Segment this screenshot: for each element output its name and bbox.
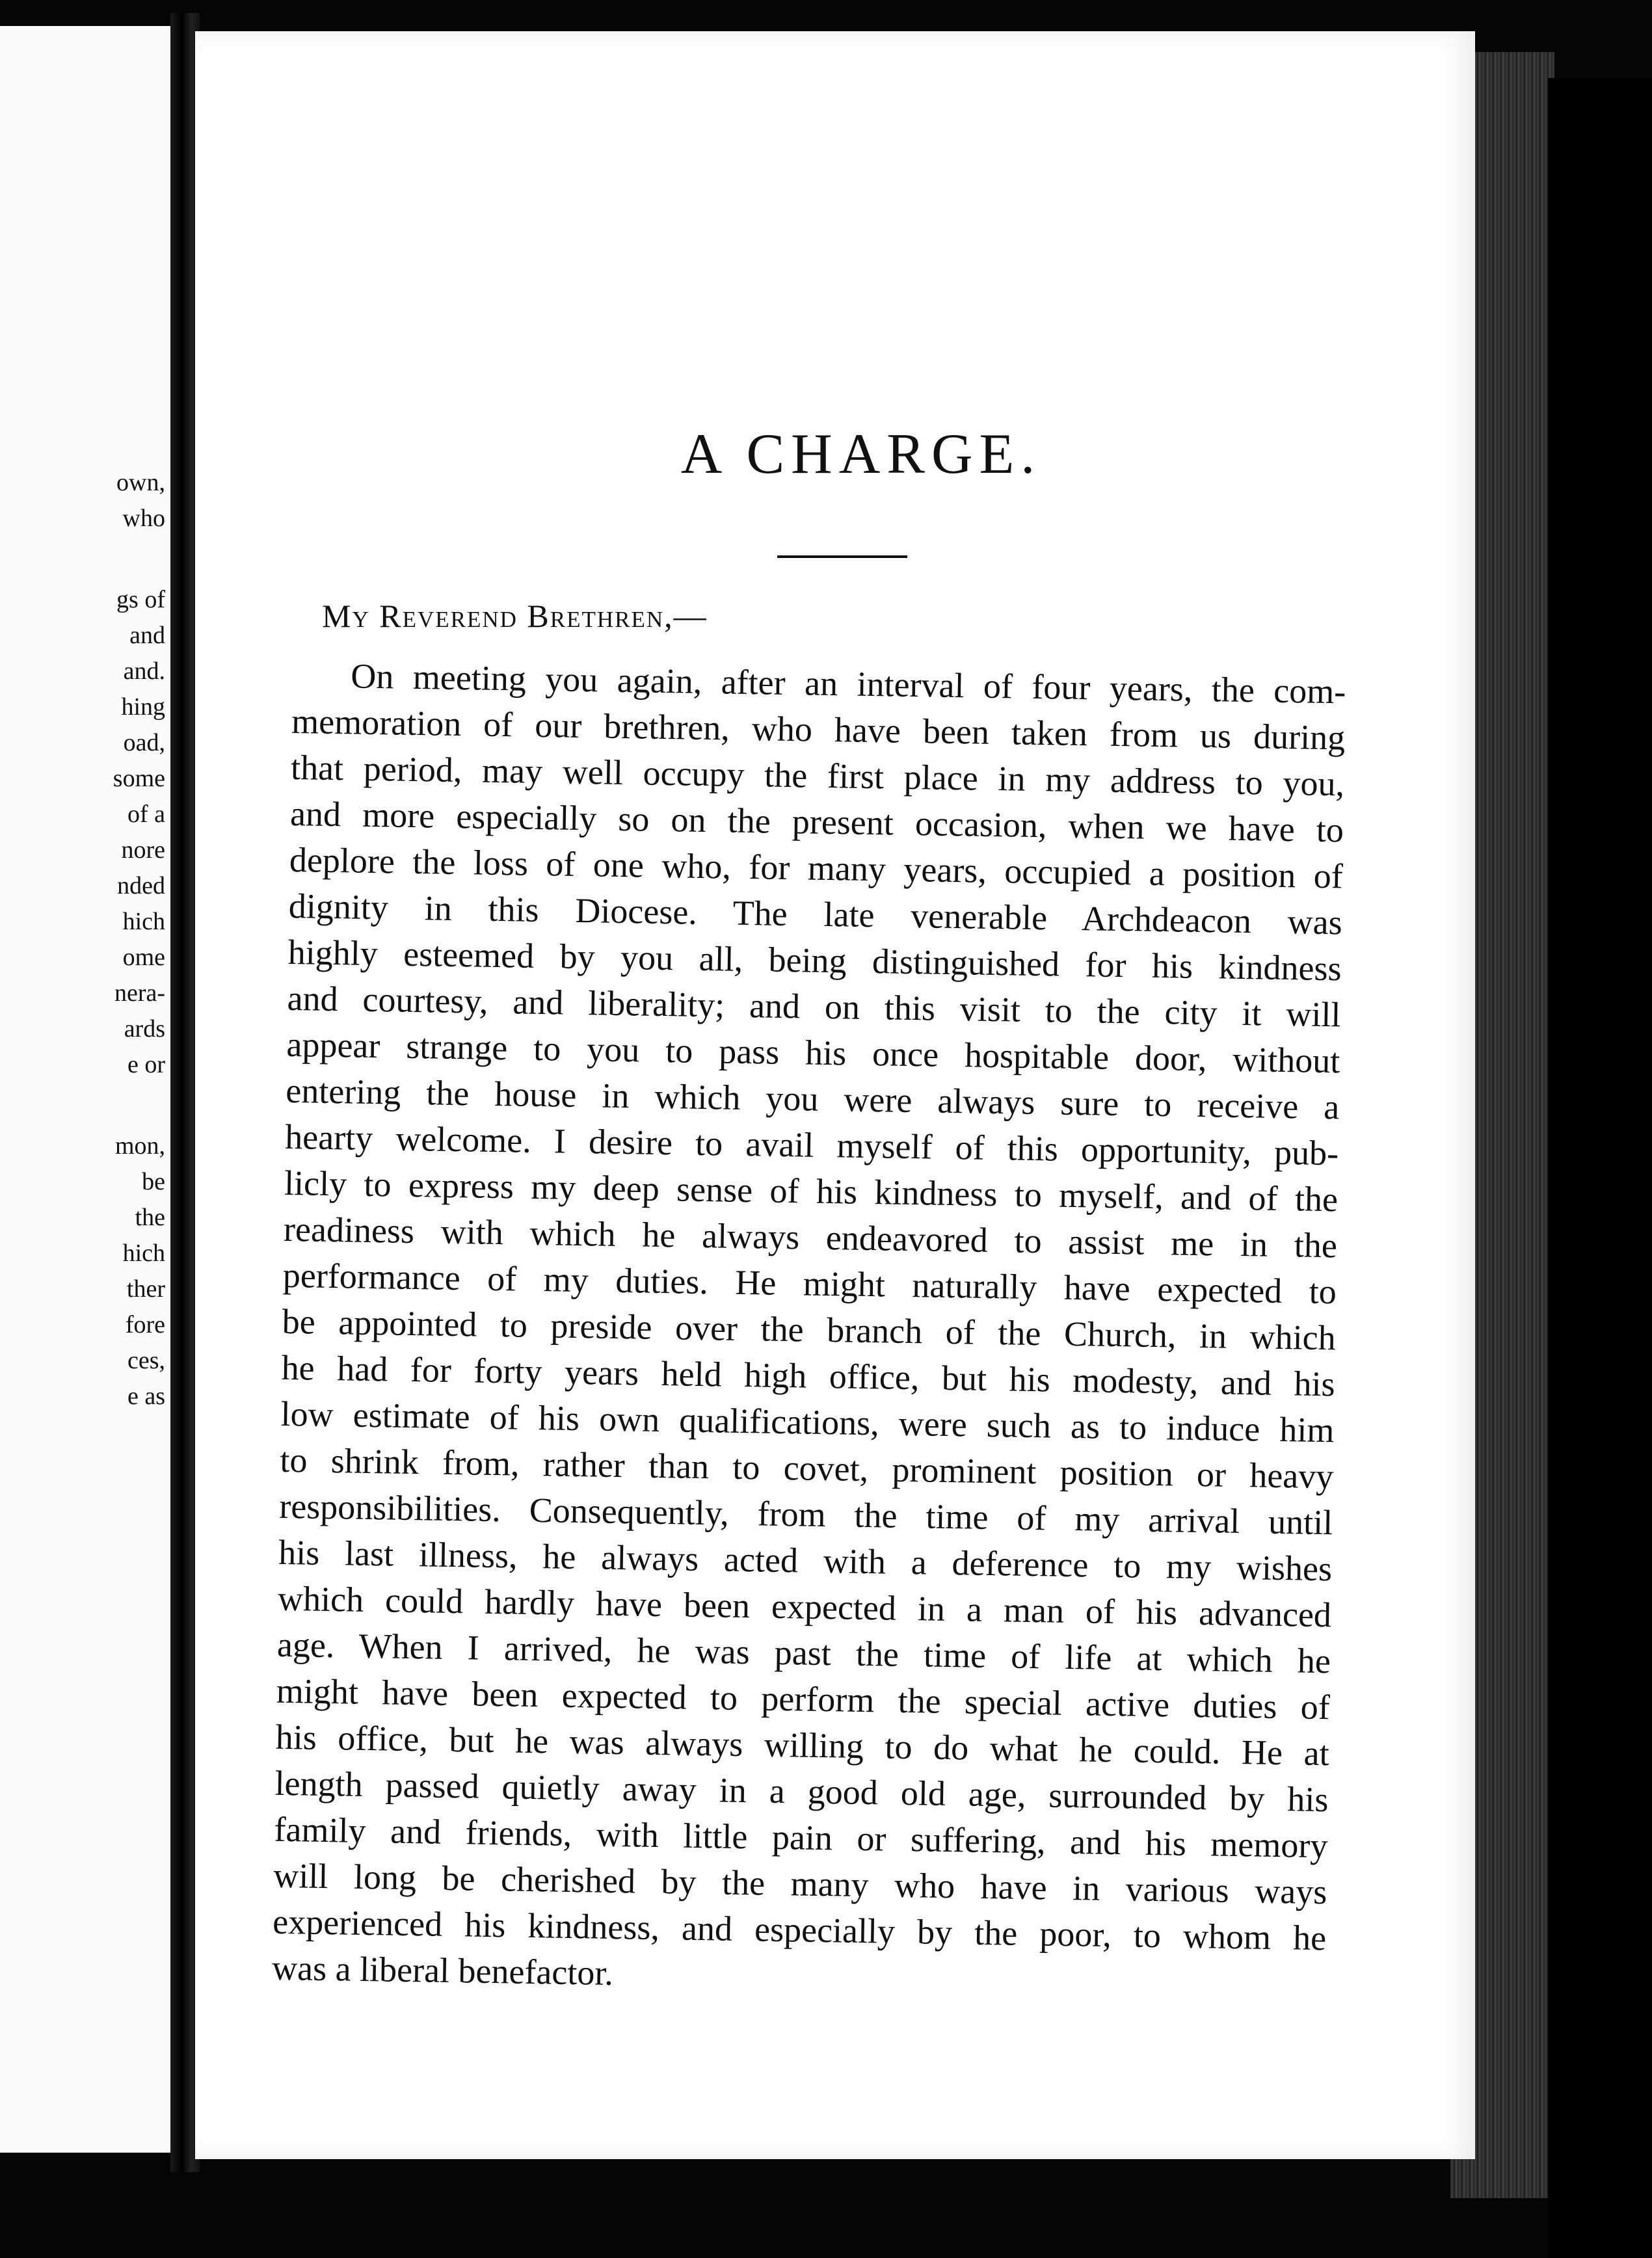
text-line: which could hardly have been expected in a man of his advanced — [277, 1578, 1332, 1635]
text-line: experienced his kindness, and especially by the poor, to whom he — [272, 1902, 1327, 1958]
left-fragment: nore — [121, 836, 165, 864]
left-fragment: and — [129, 622, 165, 649]
text-line: performance of my duties. He might naturally have expected to — [282, 1255, 1337, 1312]
text-line: licly to express my deep sense of his kindness to myself, and of the — [284, 1163, 1339, 1219]
left-fragment: of a — [127, 801, 165, 828]
text-line: his last illness, he always acted with a deference to my wishes — [278, 1532, 1333, 1589]
page-title: A CHARGE. — [680, 423, 1042, 486]
left-fragment: and. — [123, 657, 165, 685]
left-fragment: mon, — [114, 1132, 165, 1160]
text-line: deplore the loss of one who, for many years, occupied a position of — [289, 840, 1344, 896]
title-rule — [777, 555, 907, 558]
text-line: that period, may well occupy the first place in my address to you, — [290, 747, 1345, 804]
main-page — [195, 31, 1475, 2159]
left-fragment: hing — [121, 693, 165, 721]
text-line: hearty welcome. I desire to avail myself of this opportunity, pub- — [284, 1117, 1339, 1173]
text-line: his office, but he was always willing to do what he could. He at — [275, 1717, 1330, 1773]
scan-border — [1548, 78, 1652, 2258]
left-fragment: nded — [117, 872, 165, 899]
text-line: family and friends, with little pain or suffering, and his memory — [274, 1809, 1328, 1866]
text-line: memoration of our brethren, who have been taken from us during — [291, 701, 1346, 758]
left-fragment: ther — [126, 1275, 165, 1303]
left-fragment: some — [113, 765, 165, 792]
left-fragment: ards — [124, 1015, 165, 1043]
text-line: and more especially so on the present occasion, when we have to — [289, 793, 1344, 850]
left-fragment: hich — [122, 908, 165, 935]
text-line: he had for forty years held high office, but his modesty, and his — [281, 1348, 1335, 1404]
left-fragment: own, — [116, 469, 165, 496]
left-fragment: nera- — [114, 979, 165, 1007]
text-line: age. When I arrived, he was past the time of life at which he — [276, 1625, 1331, 1681]
text-line: length passed quietly away in a good old age, surrounded by his — [274, 1763, 1329, 1820]
left-fragment: e as — [127, 1383, 165, 1410]
left-fragment: who — [122, 505, 165, 532]
left-fragment: ces, — [127, 1347, 165, 1374]
text-line: readiness with which he always endeavored to assist me in the — [283, 1209, 1338, 1266]
text-line: might have been expected to perform the special active duties of — [276, 1671, 1331, 1727]
left-fragment: the — [135, 1204, 165, 1231]
left-fragment: e or — [127, 1051, 165, 1078]
text-line: dignity in this Diocese. The late venerable Archdeacon was — [288, 886, 1343, 942]
text-line: appear strange to you to pass his once hospitable door, without — [286, 1024, 1340, 1081]
text-line: highly esteemed by you all, being distinguished for his kindness — [287, 932, 1342, 989]
text-line: On meeting you again, after an interval of four years, the com- — [350, 656, 1346, 711]
left-fragment: hich — [122, 1240, 165, 1267]
left-fragment: fore — [125, 1311, 165, 1338]
text-line: responsibilities. Consequently, from the time of my arrival until — [278, 1486, 1333, 1543]
left-fragment: be — [142, 1168, 165, 1195]
text-line: will long be cherished by the many who have in various ways — [273, 1855, 1327, 1912]
salutation: My Reverend Brethren,— — [322, 598, 708, 634]
text-line: low estimate of his own qualifications, were such as to induce him — [280, 1394, 1335, 1450]
left-fragment: ome — [122, 944, 165, 971]
left-fragment: oad, — [123, 729, 165, 756]
text-line: was a liberal benefactor. — [271, 1948, 614, 1993]
left-fragment: gs of — [116, 586, 165, 613]
previous-page-fragment — [0, 26, 170, 2153]
body-paragraph — [272, 652, 1346, 2008]
text-line: entering the house in which you were always sure to receive a — [285, 1070, 1340, 1127]
text-line: be appointed to preside over the branch of the Church, in which — [282, 1301, 1337, 1358]
text-line: to shrink from, rather than to covet, prominent position or heavy — [280, 1440, 1334, 1496]
text-line: and courtesy, and liberality; and on this visit to the city it will — [287, 978, 1341, 1035]
